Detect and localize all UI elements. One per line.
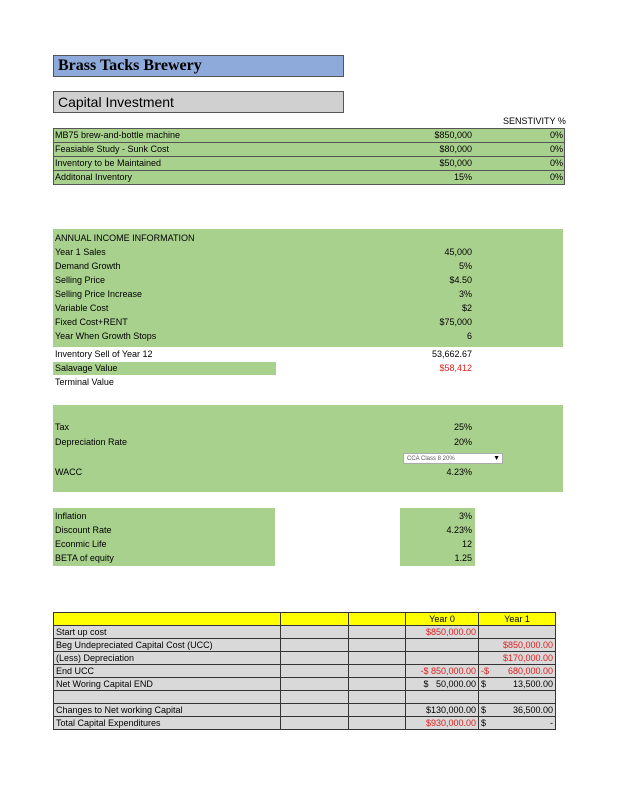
terminal-label: Terminal Value: [55, 377, 114, 387]
wacc-value: 4.23%: [446, 467, 472, 477]
income-item-value[interactable]: 5%: [458, 261, 472, 271]
cell-value[interactable]: $850,000.00: [479, 639, 556, 652]
econ-item-value[interactable]: 4.23%: [446, 525, 472, 535]
income-item-value[interactable]: $4.50: [449, 275, 472, 285]
cell-amount: 36,500.00: [512, 704, 553, 715]
income-item-value[interactable]: $2: [461, 303, 472, 313]
wacc-label: WACC: [55, 467, 83, 477]
table-row: [54, 626, 556, 639]
cell-amount: 680,000.00: [507, 665, 553, 676]
capital-expenditure-table: [53, 612, 556, 730]
cca-class-select[interactable]: [403, 453, 503, 464]
table-row: [54, 665, 556, 678]
capital-item-value[interactable]: $80,000: [439, 144, 472, 154]
cell-value[interactable]: $850,000.00: [406, 626, 479, 639]
table-row: [54, 639, 556, 652]
capital-item-value[interactable]: 15%: [453, 172, 472, 182]
cell-value[interactable]: [406, 652, 479, 665]
table-header-row: [54, 613, 556, 626]
row-label: Beg Undepreciated Capital Cost (UCC): [54, 639, 281, 652]
capital-item-value[interactable]: $850,000: [434, 130, 472, 140]
currency-prefix: $: [481, 678, 487, 689]
table-row: [54, 652, 556, 665]
currency-prefix: -$: [481, 665, 490, 676]
cell-value[interactable]: $170,000.00: [479, 652, 556, 665]
income-item-label: Fixed Cost+RENT: [55, 317, 128, 327]
income-item-value[interactable]: 3%: [458, 289, 472, 299]
salvage-value: $58,412: [439, 363, 472, 373]
capital-item-sensitivity[interactable]: 0%: [549, 158, 563, 168]
table-row: [54, 678, 556, 691]
capital-item-label: Feasiable Study - Sunk Cost: [55, 144, 170, 154]
cell-value[interactable]: $130,000.00: [406, 704, 479, 717]
econ-item-label: Discount Rate: [55, 525, 112, 535]
year1-header: Year 1: [479, 613, 556, 626]
tax-label: Tax: [55, 422, 70, 432]
cell-value[interactable]: -$ 850,000.00: [406, 665, 479, 678]
econ-item-label: Econmic Life: [55, 539, 107, 549]
chevron-down-icon[interactable]: ▼: [493, 455, 500, 462]
row-label: Start up cost: [54, 626, 281, 639]
capital-item-value[interactable]: $50,000: [439, 158, 472, 168]
cell-value[interactable]: $ 50,000.00: [406, 678, 479, 691]
income-item-label: Demand Growth: [55, 261, 121, 271]
capital-item-label: Inventory to be Maintained: [55, 158, 162, 168]
econ-item-value[interactable]: 3%: [458, 511, 472, 521]
cell-value[interactable]: [479, 626, 556, 639]
tax-value[interactable]: 25%: [453, 422, 472, 432]
econ-item-label: BETA of equity: [55, 553, 114, 563]
cell-value[interactable]: [479, 665, 556, 678]
cell-value[interactable]: [479, 717, 556, 730]
capital-item-sensitivity[interactable]: 0%: [549, 172, 563, 182]
row-label: Total Capital Expenditures: [54, 717, 281, 730]
table-row-spacer: [54, 691, 556, 704]
capital-item-sensitivity[interactable]: 0%: [549, 144, 563, 154]
tax-block: [53, 405, 563, 492]
cell-amount: 13,500.00: [512, 678, 553, 689]
capital-item-sensitivity[interactable]: 0%: [549, 130, 563, 140]
row-label: Changes to Net working Capital: [54, 704, 281, 717]
income-item-label: Selling Price: [55, 275, 106, 285]
income-item-label: Selling Price Increase: [55, 289, 143, 299]
currency-prefix: $: [481, 717, 487, 728]
cell-amount: -: [550, 717, 553, 728]
econ-item-label: Inflation: [55, 511, 87, 521]
table-row: [54, 717, 556, 730]
year0-header: Year 0: [406, 613, 479, 626]
inventory-sell-label: Inventory Sell of Year 12: [55, 349, 153, 359]
capital-item-label: Additonal Inventory: [55, 172, 133, 182]
depreciation-value[interactable]: 20%: [453, 437, 472, 447]
salvage-label: Salavage Value: [55, 363, 118, 373]
income-item-label: Variable Cost: [55, 303, 109, 313]
table-row: [54, 704, 556, 717]
section-title: Capital Investment: [53, 91, 344, 113]
income-header: ANNUAL INCOME INFORMATION: [55, 233, 195, 243]
row-label: End UCC: [54, 665, 281, 678]
row-label: Net Woring Capital END: [54, 678, 281, 691]
econ-item-value[interactable]: 1.25: [454, 553, 472, 563]
sheet-title: Brass Tacks Brewery: [53, 55, 344, 77]
income-item-value[interactable]: 6: [466, 331, 472, 341]
cell-value[interactable]: [479, 678, 556, 691]
depreciation-label: Depreciation Rate: [55, 437, 128, 447]
cell-value[interactable]: $930,000.00: [406, 717, 479, 730]
capital-item-label: MB75 brew-and-bottle machine: [55, 130, 181, 140]
currency-prefix: $: [481, 704, 487, 715]
row-label: (Less) Depreciation: [54, 652, 281, 665]
cca-class-value: CCA Class 8 20%: [407, 456, 455, 462]
cell-value[interactable]: [406, 639, 479, 652]
income-item-label: Year When Growth Stops: [55, 331, 157, 341]
sensitivity-header: SENSTIVITY %: [503, 116, 566, 126]
inventory-sell-value: 53,662.67: [431, 349, 472, 359]
income-item-value[interactable]: $75,000: [439, 317, 472, 327]
income-item-value[interactable]: 45,000: [444, 247, 472, 257]
income-item-label: Year 1 Sales: [55, 247, 106, 257]
cell-value[interactable]: [479, 704, 556, 717]
econ-item-value[interactable]: 12: [461, 539, 472, 549]
